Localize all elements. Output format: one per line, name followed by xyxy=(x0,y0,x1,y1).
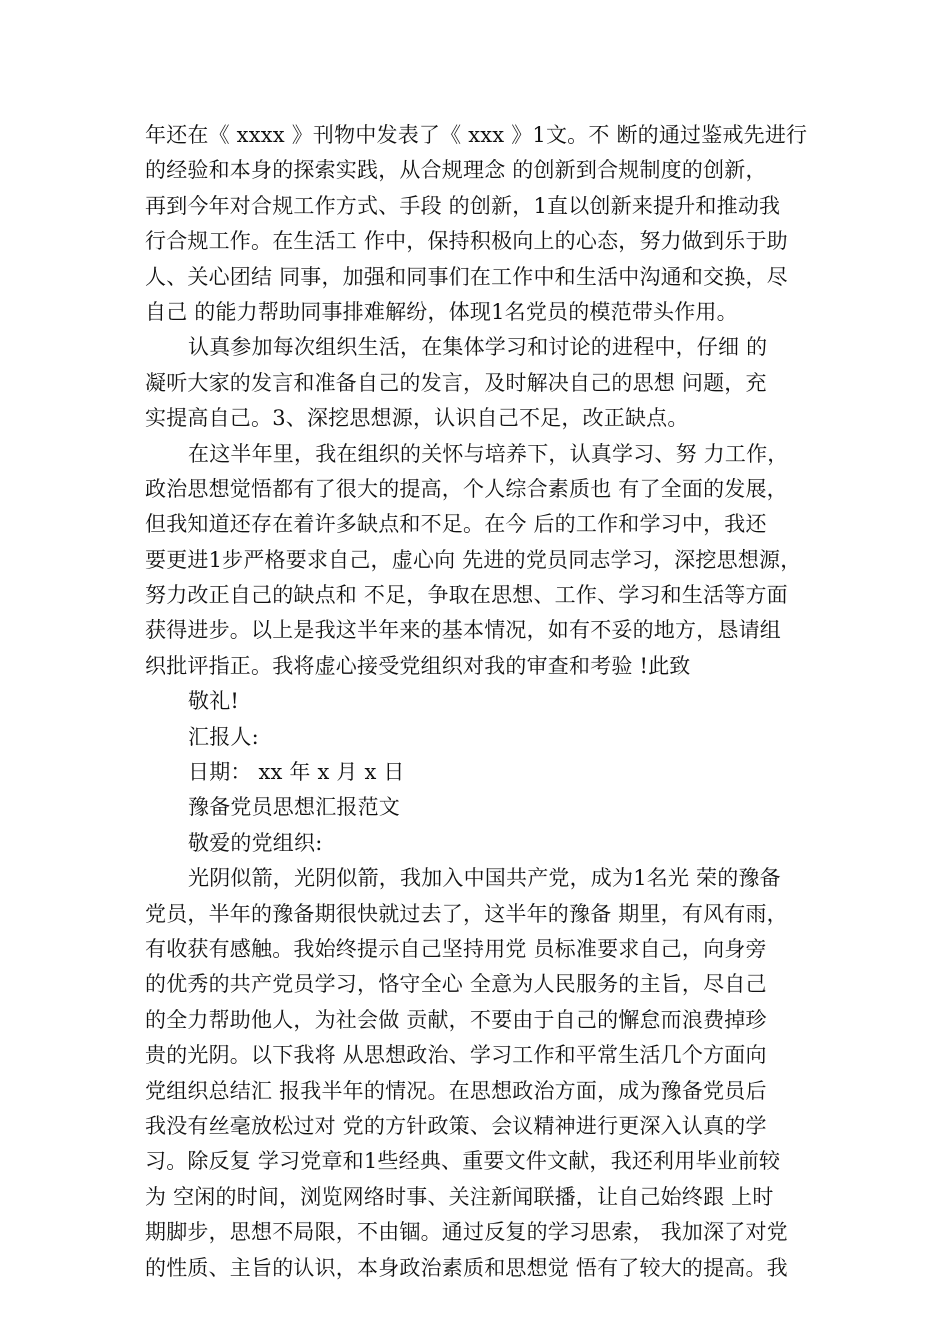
text-line: 自己 的能力帮助同事排难解纷，体现1名党员的模范带头作用。 xyxy=(145,299,738,324)
text-line: 期脚步，思想不局限，不由锢。通过反复的学习思索， 我加深了对党 xyxy=(145,1220,788,1245)
text-line: 汇报人: xyxy=(188,724,259,749)
text-line: 在这半年里，我在组织的关怀与培养下，认真学习、努 力工作， xyxy=(188,441,789,466)
text-line: 为 空闲的时间，浏览网络时事、关注新闻联播，让自己始终跟 上时 xyxy=(145,1184,774,1209)
text-line: 获得进步。以上是我这半年来的基本情况，如有不妥的地方，恳请组 xyxy=(145,618,781,643)
text-line: 实提高自己。3、深挖思想源，认识自己不足，改正缺点。 xyxy=(145,406,689,431)
document-body xyxy=(145,118,835,1286)
text-line: 年还在《 xxxx 》刊物中发表了《 xxx 》1文。不 断的通过鉴戒先进行 xyxy=(145,123,808,147)
text-line: 努力改正自己的缺点和 不足，争取在思想、工作、学习和生活等方面 xyxy=(145,583,788,608)
text-line: 敬礼! xyxy=(188,689,240,714)
text-line: 再到今年对合规工作方式、手段 的创新，1直以创新来提升和推动我 xyxy=(145,193,781,218)
text-line: 人、关心团结 同事，加强和同事们在工作中和生活中沟通和交换，尽 xyxy=(145,264,788,289)
text-line: 有收获有感触。我始终提示自己坚持用党 员标准要求自己，向身旁 xyxy=(145,936,767,961)
text-line: 的经验和本身的探索实践，从合规理念 的创新到合规制度的创新， xyxy=(145,158,767,183)
text-line: 政治思想觉悟都有了很大的提高，个人综合素质也 有了全面的发展， xyxy=(145,476,788,501)
text-line: 党组织总结汇 报我半年的情况。在思想政治方面，成为豫备党员后 xyxy=(145,1078,767,1103)
text-line: 但我知道还存在着许多缺点和不足。在今 后的工作和学习中，我还 xyxy=(145,512,767,537)
text-line: 敬爱的党组织: xyxy=(188,830,323,855)
text-line: 党员，半年的豫备期很快就过去了，这半年的豫备 期里，有风有雨， xyxy=(145,901,788,926)
text-line: 的全力帮助他人，为社会做 贡献，不要由于自己的懈怠而浪费掉珍 xyxy=(145,1007,767,1032)
text-line: 凝听大家的发言和准备自己的发言，及时解决自己的思想 问题，充 xyxy=(145,370,767,395)
text-line: 行合规工作。在生活工 作中，保持积极向上的心态，努力做到乐于助 xyxy=(145,229,788,254)
text-line: 贵的光阴。以下我将 从思想政治、学习工作和平常生活几个方面向 xyxy=(145,1043,767,1068)
text-line: 习。除反复 学习党章和1些经典、重要文件文献，我还利用毕业前较 xyxy=(145,1149,781,1174)
text-line: 要更进1步严格要求自己，虚心向 先进的党员同志学习，深挖思想源， xyxy=(145,547,802,572)
text-line: 认真参加每次组织生活，在集体学习和讨论的进程中，仔细 的 xyxy=(188,335,768,360)
text-line: 织批评指正。我将虚心接受党组织对我的审查和考验 !此致 xyxy=(145,653,691,678)
text-line: 光阴似箭，光阴似箭，我加入中国共产党，成为1名光 荣的豫备 xyxy=(188,866,781,891)
text-line: 豫备党员思想汇报范文 xyxy=(188,795,400,820)
text-line: 日期： xx 年 x 月 x 日 xyxy=(188,760,405,785)
text-line: 的性质、主旨的认识，本身政治素质和思想觉 悟有了较大的提高。我 xyxy=(145,1255,788,1280)
text-line: 的优秀的共产党员学习，恪守全心 全意为人民服务的主旨，尽自己 xyxy=(145,972,767,997)
text-line: 我没有丝毫放松过对 党的方针政策、会议精神进行更深入认真的学 xyxy=(145,1113,767,1138)
